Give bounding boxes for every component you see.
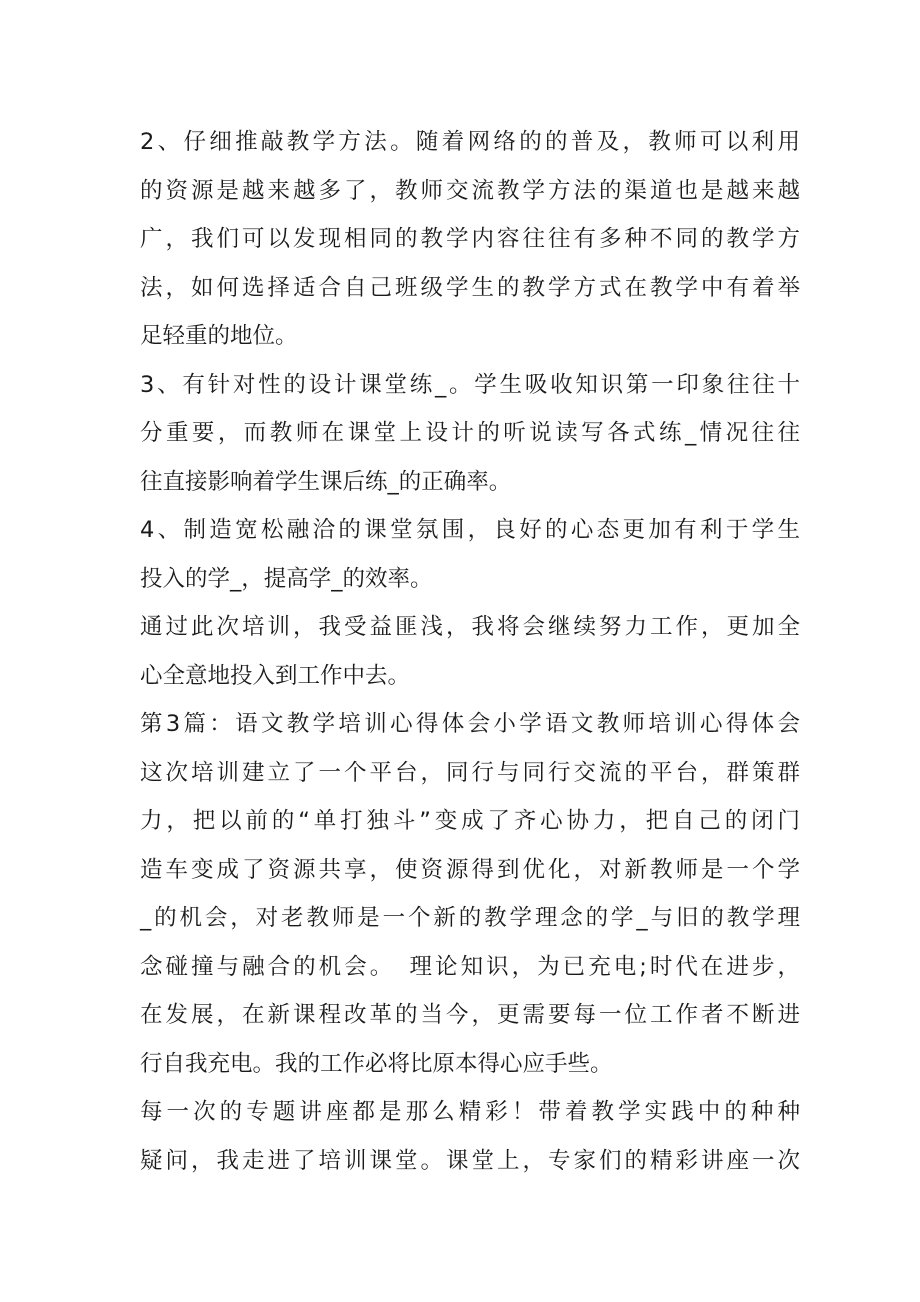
text-line: 这次培训建立了一个平台，同行与同行交流的平台，群策群 [140,759,800,786]
text-line: 造车变成了资源共享，使资源得到优化，对新教师是一个学 [140,856,800,883]
text-line: 心全意地投入到工作中去。 [140,662,411,689]
text-line: 3、有针对性的设计课堂练_。学生吸收知识第一印象往往十 [140,371,800,398]
text-line: 足轻重的地位。 [140,323,298,349]
text-line: 念碰撞与融合的机会。 理论知识，为已充电;时代在进步， [140,953,800,980]
document-body [140,118,800,1185]
text-line: 疑问，我走进了培训课堂。课堂上，专家们的精彩讲座一次 [140,1147,800,1174]
text-line: 的资源是越来越多了，教师交流教学方法的渠道也是越来越 [140,177,800,204]
text-line: 行自我充电。我的工作必将比原本得心应手些。 [140,1050,613,1077]
text-line: 4、制造宽松融洽的课堂氛围，良好的心态更加有利于学生 [140,517,800,543]
text-line: _的机会，对老教师是一个新的教学理念的学_与旧的教学理 [140,905,800,931]
text-line: 法，如何选择适合自己班级学生的教学方式在教学中有着举 [140,274,800,301]
text-line: 分重要，而教师在课堂上设计的听说读写各式练_情况往往 [140,420,800,446]
text-line: 2、仔细推敲教学方法。随着网络的的普及，教师可以利用 [140,129,800,155]
text-line: 力，把以前的“单打独斗”变成了齐心协力，把自己的闭门 [140,808,800,834]
text-line: 往直接影响着学生课后练_的正确率。 [140,468,512,495]
text-line: 通过此次培训，我受益匪浅，我将会继续努力工作，更加全 [140,614,800,640]
text-line: 广，我们可以发现相同的教学内容往往有多种不同的教学方 [140,226,800,252]
text-line: 投入的学_，提高学_的效率。 [140,565,433,592]
text-line: 在发展，在新课程改革的当今，更需要每一位工作者不断进 [140,1002,800,1028]
text-line: 第3篇：语文教学培训心得体会小学语文教师培训心得体会 [140,711,800,737]
text-line: 每一次的专题讲座都是那么精彩！带着教学实践中的种种 [140,1099,800,1125]
